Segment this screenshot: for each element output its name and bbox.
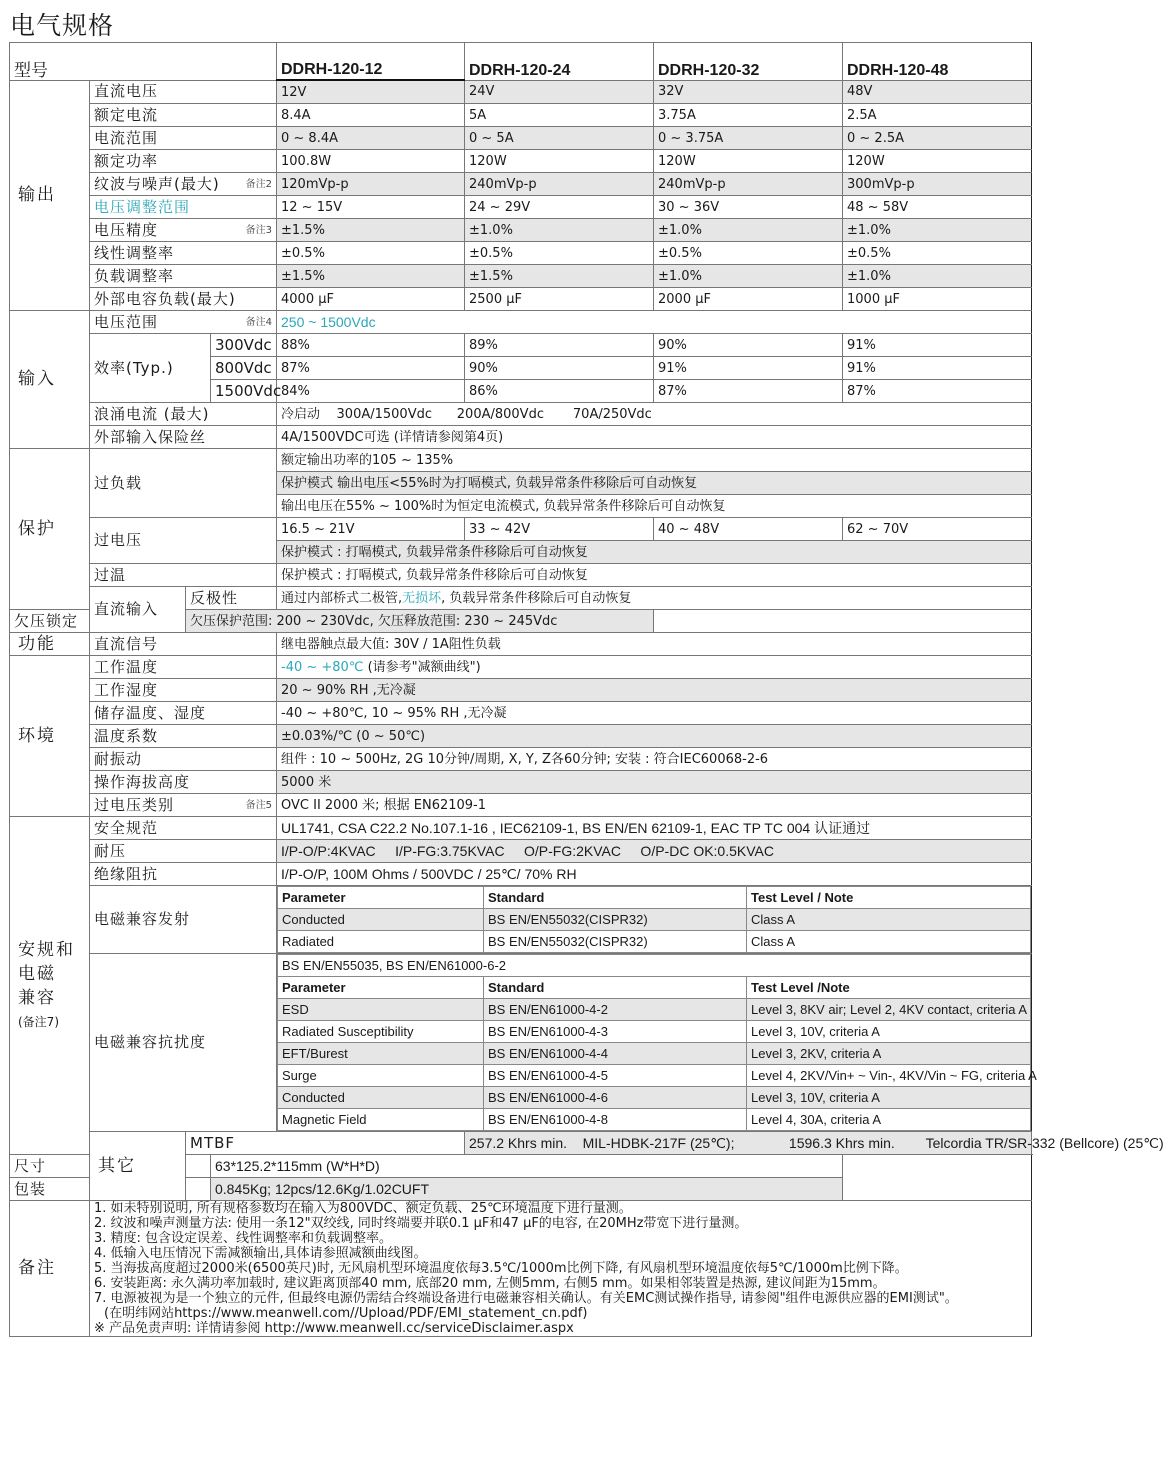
emc-cell: Class A: [747, 909, 1031, 931]
output-value: 0 ~ 2.5A: [843, 127, 1032, 150]
page-title: 电气规格: [10, 11, 115, 40]
emc-cell: BS EN/EN55032(CISPR32): [484, 931, 747, 953]
output-value: ±1.5%: [465, 265, 654, 288]
spec-table: [9, 42, 1164, 1337]
row-label: 耐振动: [94, 749, 143, 768]
output-value: 0 ~ 8.4A: [277, 127, 465, 150]
output-value: 12V: [277, 80, 465, 104]
inrush-value: 冷启动 300A/1500Vdc 200A/800Vdc 70A/250Vdc: [277, 403, 1032, 426]
packing-label: [10, 1178, 211, 1201]
output-value: ±0.5%: [654, 242, 843, 265]
emc-cell: Surge: [278, 1065, 484, 1087]
output-row-label: [90, 265, 277, 288]
output-value: ±0.5%: [843, 242, 1032, 265]
output-value: 300mVp-p: [843, 173, 1032, 196]
efficiency-value: 91%: [843, 357, 1032, 380]
safety-standards-label: [90, 817, 277, 840]
dc-signal-value: 继电器触点最大值: 30V / 1A阻性负载: [277, 633, 1032, 656]
output-value: 120mVp-p: [277, 173, 465, 196]
env-value: [277, 725, 1032, 748]
row-label: 过温: [94, 565, 127, 584]
efficiency-voltage: 300Vdc: [211, 334, 277, 357]
emc-cell: BS EN/EN61000-4-8: [484, 1109, 747, 1131]
env-value: [277, 771, 1032, 794]
output-value: 48V: [843, 80, 1032, 104]
model-header-label: 型号: [10, 43, 277, 81]
emc_immunity-table-cell: [277, 954, 1037, 1132]
inrush-label: [90, 403, 277, 426]
emc-header: Parameter: [278, 887, 484, 909]
env-value-text: 20 ~ 90% RH ,无冷凝: [281, 682, 416, 698]
output-value: 2.5A: [843, 104, 1032, 127]
emc-cell: EFT/Burest: [278, 1043, 484, 1065]
row-label: 电磁兼容发射: [94, 910, 191, 928]
env-label: [90, 748, 277, 771]
isolation-label: [90, 863, 277, 886]
env-value: [277, 679, 1032, 702]
row-label: 绝缘阻抗: [94, 864, 159, 883]
output-value: 100.8W: [277, 150, 465, 173]
efficiency-label: 效率(Typ.): [90, 334, 211, 403]
efficiency-value: 90%: [465, 357, 654, 380]
note-ref: 备注2: [245, 178, 272, 190]
row-label: 操作海拔高度: [94, 772, 191, 791]
safety-standards-value: UL1741, CSA C22.2 No.107.1-16 , IEC62109-1, BS EN/EN 62109-1, EAC TP TC 004 认证通过: [277, 817, 1032, 840]
efficiency-value: 91%: [843, 334, 1032, 357]
row-label: 纹波与噪声(最大): [94, 174, 220, 193]
reverse-text: 无损坏: [402, 590, 442, 606]
reverse-polarity-label: 反极性: [186, 587, 277, 610]
packing-value: 0.845Kg; 12pcs/12.6Kg/1.02CUFT: [211, 1178, 843, 1201]
group-environment: 环境: [10, 656, 90, 817]
output-value: 240mVp-p: [465, 173, 654, 196]
output-value: ±1.0%: [654, 265, 843, 288]
emc-cell: Level 3, 8KV air; Level 2, 4KV contact, criteria A: [747, 999, 1031, 1021]
overload-line: 额定输出功率的105 ~ 135%: [277, 449, 1032, 472]
emc-emission-label: [90, 886, 277, 954]
output-value: ±0.5%: [277, 242, 465, 265]
emc-cell: Level 4, 30A, criteria A: [747, 1109, 1031, 1131]
mtbf-label: [186, 1132, 465, 1155]
output-value: 5A: [465, 104, 654, 127]
efficiency-value: 87%: [277, 357, 465, 380]
emc-header: Test Level / Note: [747, 887, 1031, 909]
row-label: 电压范围: [94, 312, 159, 331]
dc-signal-label: [90, 633, 277, 656]
env-value-text: OVC II 2000 米; 根据 EN62109-1: [281, 797, 487, 813]
emc-immunity-label: [90, 954, 277, 1132]
notes-body: [90, 1201, 1032, 1337]
efficiency-value: 90%: [654, 334, 843, 357]
emc-cell: BS EN/EN61000-4-4: [484, 1043, 747, 1065]
overvoltage-value: 62 ~ 70V: [843, 518, 1032, 541]
note-ref: 备注3: [245, 224, 272, 236]
output-value: 2000 μF: [654, 288, 843, 311]
overload-line: 保护模式 输出电压<55%时为打嗝模式, 负载异常条件移除后可自动恢复: [277, 472, 1032, 495]
emc-immunity-top: BS EN/EN55035, BS EN/EN61000-6-2: [278, 955, 1031, 977]
row-label: MTBF: [190, 1133, 236, 1152]
group-notes: 备注: [10, 1201, 90, 1337]
note-line: 7. 电源被视为是一个独立的元件, 但最终电源仍需结合终端设备进行电磁兼容相关确认。有关EMC测试操作指导, 请参阅"组件电源供应器的EMI测试"。: [94, 1291, 958, 1306]
output-value: 120W: [843, 150, 1032, 173]
group-output: 输出: [10, 80, 90, 311]
row-label: 安全规范: [94, 818, 159, 837]
output-row-label: [90, 127, 277, 150]
efficiency-value: 91%: [654, 357, 843, 380]
group-others: 其它: [90, 1132, 186, 1201]
emc-cell: Level 4, 2KV/Vin+ ~ Vin-, 4KV/Vin ~ FG, criteria A: [747, 1065, 1031, 1087]
emc-header: Standard: [484, 887, 747, 909]
env-label: [90, 679, 277, 702]
safety-group-line: 电磁: [18, 963, 56, 984]
efficiency-voltage: 800Vdc: [211, 357, 277, 380]
emc-cell: BS EN/EN61000-4-6: [484, 1087, 747, 1109]
efficiency-value: 87%: [843, 380, 1032, 403]
dc-input-label: 直流输入: [90, 587, 186, 633]
output-row-label: [90, 242, 277, 265]
output-row-label: [90, 150, 277, 173]
output-value: 240mVp-p: [654, 173, 843, 196]
emc-cell: Radiated: [278, 931, 484, 953]
env-value-text: -40 ~ +80℃, 10 ~ 95% RH ,无冷凝: [281, 705, 507, 721]
output-value: ±1.0%: [654, 219, 843, 242]
fuse-label: [90, 426, 277, 449]
emc-cell: Magnetic Field: [278, 1109, 484, 1131]
output-value: ±1.0%: [843, 265, 1032, 288]
row-label: 过电压: [94, 531, 143, 549]
uvlo-value: 欠压保护范围: 200 ~ 230Vdc, 欠压释放范围: 230 ~ 245Vdc: [186, 610, 654, 633]
note-line: 4. 低输入电压情况下需减额输出,具体请参照减额曲线图。: [94, 1246, 427, 1261]
row-label: 线性调整率: [94, 243, 175, 262]
row-label: 负载调整率: [94, 266, 175, 285]
note-line: 3. 精度: 包含设定误差、线性调整率和负载调整率。: [94, 1231, 393, 1246]
withstand-value: I/P-O/P:4KVAC I/P-FG:3.75KVAC O/P-FG:2KVAC O/P-DC OK:0.5KVAC: [277, 840, 1032, 863]
emc-cell: Conducted: [278, 1087, 484, 1109]
output-value: 30 ~ 36V: [654, 196, 843, 219]
emc_immunity-table: [277, 954, 1037, 1131]
group-safety: [10, 817, 90, 1155]
efficiency-value: 87%: [654, 380, 843, 403]
emc-header: Standard: [484, 977, 747, 999]
efficiency-voltage: 1500Vdc: [211, 380, 277, 403]
row-label: 外部输入保险丝: [94, 427, 207, 446]
safety-group-line: 安规和: [18, 939, 75, 960]
env-label: [90, 656, 277, 679]
output-value: ±1.0%: [843, 219, 1032, 242]
env-label: [90, 725, 277, 748]
emc-cell: Level 3, 10V, criteria A: [747, 1087, 1031, 1109]
output-value: 4000 μF: [277, 288, 465, 311]
group-protection: 保护: [10, 449, 90, 610]
output-value: 120W: [465, 150, 654, 173]
emc-cell: ESD: [278, 999, 484, 1021]
note-ref: 备注5: [245, 799, 272, 811]
emc-cell: Conducted: [278, 909, 484, 931]
row-label: 电压精度: [94, 220, 159, 239]
emc-cell: Level 3, 2KV, criteria A: [747, 1043, 1031, 1065]
isolation-value: I/P-O/P, 100M Ohms / 500VDC / 25℃/ 70% RH: [277, 863, 1032, 886]
model-name: DDRH-120-12: [277, 43, 465, 81]
output-value: ±1.5%: [277, 265, 465, 288]
overvoltage-mode: 保护模式 : 打嗝模式, 负载异常条件移除后可自动恢复: [277, 541, 1032, 564]
efficiency-value: 89%: [465, 334, 654, 357]
row-label: 直流电压: [94, 82, 159, 101]
safety-group-note: (备注7): [18, 1014, 59, 1029]
env-value-text: ±0.03%/℃ (0 ~ 50℃): [281, 728, 426, 744]
reverse-polarity-value: [277, 587, 1032, 610]
row-label: 工作温度: [94, 657, 159, 676]
env-value: [277, 794, 1032, 817]
env-value-text: 组件 : 10 ~ 500Hz, 2G 10分钟/周期, X, Y, Z各60分钟; 安装 : 符合IEC60068-2-6: [281, 751, 769, 767]
emc-cell: BS EN/EN55032(CISPR32): [484, 909, 747, 931]
output-value: 0 ~ 5A: [465, 127, 654, 150]
output-value: 24 ~ 29V: [465, 196, 654, 219]
note-line: 5. 当海拔高度超过2000米(6500英尺)时, 无风扇机型环境温度依每3.5℃/1000m比例下降, 有风扇机型环境温度依每5℃/1000m比例下降。: [94, 1261, 908, 1276]
reverse-text: , 负载异常条件移除后可自动恢复: [441, 590, 632, 606]
overvoltage-label: [90, 518, 277, 564]
emc-header: Test Level /Note: [747, 977, 1031, 999]
emc_emission-table-cell: [277, 886, 1032, 954]
output-value: 0 ~ 3.75A: [654, 127, 843, 150]
env-label: [90, 794, 277, 817]
emc_emission-table: [277, 886, 1031, 953]
output-value: 8.4A: [277, 104, 465, 127]
uvlo-label: 欠压锁定: [10, 610, 186, 633]
row-label: 储存温度、湿度: [94, 703, 207, 722]
output-value: 32V: [654, 80, 843, 104]
output-value: 3.75A: [654, 104, 843, 127]
efficiency-value: 88%: [277, 334, 465, 357]
output-value: ±1.5%: [277, 219, 465, 242]
row-label: 外部电容负载(最大): [94, 289, 236, 308]
row-label: 过电压类别: [94, 795, 175, 814]
overload-line: 输出电压在55% ~ 100%时为恒定电流模式, 负载异常条件移除后可自动恢复: [277, 495, 1032, 518]
output-value: 12 ~ 15V: [277, 196, 465, 219]
output-row-label: [90, 173, 277, 196]
output-value: 24V: [465, 80, 654, 104]
overvoltage-value: 40 ~ 48V: [654, 518, 843, 541]
efficiency-value: 86%: [465, 380, 654, 403]
group-function: 功能: [10, 633, 90, 656]
env-value-text: -40 ~ +80℃: [281, 659, 364, 675]
output-value: 120W: [654, 150, 843, 173]
note-line: ※ 产品免责声明: 详情请参阅 http://www.meanwell.cc/serviceDisclaimer.aspx: [94, 1321, 574, 1336]
dimension-value: 63*125.2*115mm (W*H*D): [211, 1155, 843, 1178]
output-row-label: [90, 104, 277, 127]
env-value: [277, 748, 1032, 771]
overload-label: [90, 449, 277, 518]
output-row-label: [90, 196, 277, 219]
emc-cell: Class A: [747, 931, 1031, 953]
row-label: 浪涌电流 (最大): [94, 404, 210, 423]
emc-cell: BS EN/EN61000-4-3: [484, 1021, 747, 1043]
row-label: 电压调整范围: [94, 197, 191, 216]
env-label: [90, 771, 277, 794]
input-voltage-label: [90, 311, 277, 334]
env-value-text: 5000 米: [281, 774, 332, 790]
output-row-label: [90, 288, 277, 311]
emc-cell: Level 3, 10V, criteria A: [747, 1021, 1031, 1043]
overtemp-label: [90, 564, 277, 587]
model-name: DDRH-120-32: [654, 43, 843, 81]
reverse-text: 通过内部桥式二极管,: [281, 590, 403, 606]
model-name: DDRH-120-48: [843, 43, 1032, 81]
input-voltage-value: 250 ~ 1500Vdc: [277, 311, 1032, 334]
withstand-label: [90, 840, 277, 863]
note-line: 2. 纹波和噪声测量方法: 使用一条12"双绞线, 同时终端要并联0.1 μF和47 μF的电容, 在20MHz带宽下进行量测。: [94, 1216, 748, 1231]
row-label: 工作湿度: [94, 680, 159, 699]
env-value: [277, 702, 1032, 725]
env-extra: (请参考"减额曲线"): [363, 659, 481, 675]
row-label: 过负载: [94, 473, 143, 492]
emc-cell: BS EN/EN61000-4-2: [484, 999, 747, 1021]
output-value: 1000 μF: [843, 288, 1032, 311]
row-label: 温度系数: [94, 726, 159, 745]
row-label: 直流信号: [94, 634, 159, 653]
row-label: 额定电流: [94, 105, 159, 124]
env-value: [277, 656, 1032, 679]
output-row-label: [90, 219, 277, 242]
output-value: ±0.5%: [465, 242, 654, 265]
output-row-label: [90, 80, 277, 104]
mtbf-value: 257.2 Khrs min. MIL-HDBK-217F (25℃); 1596.3 Khrs min. Telcordia TR/SR-332 (Bellcore) (25℃): [465, 1132, 1032, 1155]
note-line: 1. 如未特别说明, 所有规格参数均在输入为800VDC、额定负载、25℃环境温度下进行量测。: [94, 1201, 632, 1216]
output-value: 48 ~ 58V: [843, 196, 1032, 219]
row-label: 尺寸: [14, 1156, 47, 1175]
emc-cell: Radiated Susceptibility: [278, 1021, 484, 1043]
group-input: 输入: [10, 311, 90, 449]
emc-cell: BS EN/EN61000-4-5: [484, 1065, 747, 1087]
output-value: ±1.0%: [465, 219, 654, 242]
safety-group-line: 兼容: [18, 987, 56, 1008]
fuse-value: 4A/1500VDC可选 (详情请参阅第4页): [277, 426, 1032, 449]
row-label: 电流范围: [94, 128, 159, 147]
note-ref: 备注4: [245, 316, 272, 328]
row-label: 额定功率: [94, 151, 159, 170]
note-line: (在明纬网站https://www.meanwell.com//Upload/PDF/EMI_statement_cn.pdf): [104, 1306, 588, 1321]
row-label: 耐压: [94, 841, 127, 860]
output-value: 2500 μF: [465, 288, 654, 311]
note-line: 6. 安装距离: 永久满功率加载时, 建议距离顶部40 mm, 底部20 mm, 左侧5mm, 右侧5 mm。如果相邻装置是热源, 建议间距为15mm。: [94, 1276, 886, 1291]
emc-header: Parameter: [278, 977, 484, 999]
model-name: DDRH-120-24: [465, 43, 654, 81]
overtemp-value: 保护模式 : 打嗝模式, 负载异常条件移除后可自动恢复: [277, 564, 1032, 587]
env-label: [90, 702, 277, 725]
overvoltage-value: 33 ~ 42V: [465, 518, 654, 541]
row-label: 包装: [14, 1179, 47, 1198]
efficiency-value: 84%: [277, 380, 465, 403]
overvoltage-value: 16.5 ~ 21V: [277, 518, 465, 541]
row-label: 电磁兼容抗扰度: [94, 1033, 207, 1051]
